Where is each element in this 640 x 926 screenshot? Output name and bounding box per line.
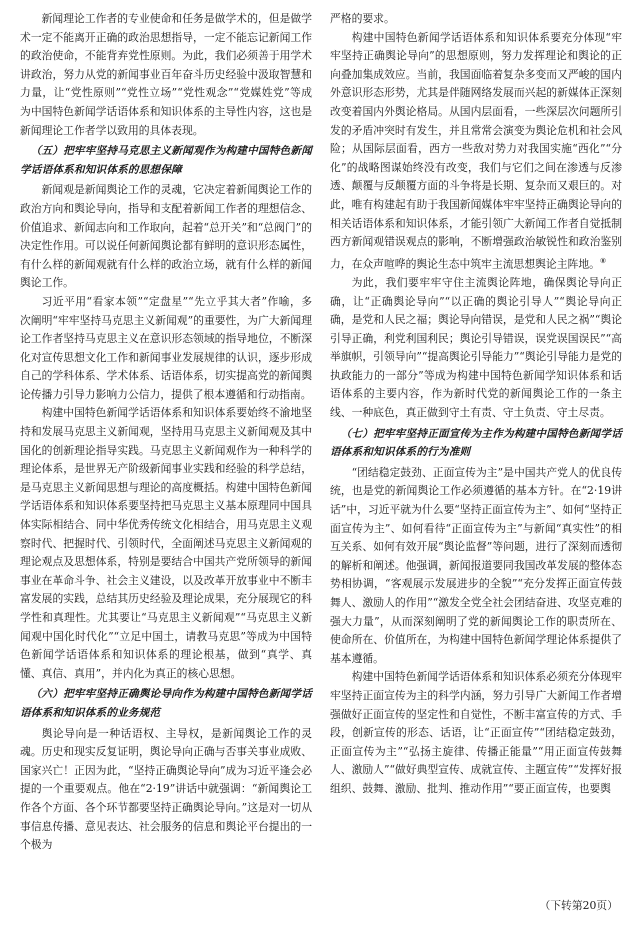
continued-on-page-note: （下转第20页） [539,899,618,912]
paragraph-text: 构建中国特色新闻学话语体系和知识体系要充分体现“牢牢坚持正确舆论导向”的思想原则，努力发挥理论和舆论的正向叠加集成效应。当前，我国面临着复杂多变而又严峻的国内外意识形态形势，尤其是伴随网络发展而兴起的新媒体正深刻改变着国内外舆论格局。从国内层面看，一些深层次问题所引发的矛盾冲突时有发生，并且常常会演变为舆论危机和社会风险；从国际层面看，西方一些敌对势力对我国实施“西化”“分化”的战略图谋始终没有改变，我们与它们之间在渗透与反渗透、颠覆与反颠覆方面的斗争将是长期、复杂而又艰巨的。对此，唯有构建起有助于我国新闻媒体牢牢坚持正确舆论导向的相关话语体系和知识体系，才能引领广大新闻工作者自觉抵制西方新闻观错误观点的影响，不断增强政治敏锐性和政治鉴别力，在众声喧哗的舆论生态中筑牢主流思想舆论主阵地。 [330,30,622,271]
left-column [20,10,312,855]
paragraph: 构建中国特色新闻学话语体系和知识体系要始终不渝地坚持和发展马克思主义新闻观，坚持用马克思主义新闻观及其中国化的创新理论指导实践。马克思主义新闻观作为一种科学的理论体系，是世界无产阶级新闻事业实践和经验的科学总结，是马克思主义新闻思想与理论的高度概括。构建中国特色新闻学话语体系和知识体系要坚持把马克思主义基本原理同中国具体实际相结合、同中华优秀传统文化相结合，用马克思主义观察时代、把握时代、引领时代，全面阐述马克思主义新闻观的理论观点及思想体系，特别是要结合中国共产党所领导的新闻事业在革命斗争、社会主义建设，以及改革开放事业中不断丰富发展的实践，总结其历史经验及理论成果，充分展现它的科学性和真理性。尤其要让“马克思主义新闻观”“马克思主义新闻观中国化时代化”“立足中国土，请教马克思”等成为中国特色新闻学话语体系和知识体系的理论根基，做到“真学、真懂、真信、真用”，并内化为真正的核心思想。 [20,406,312,680]
section-heading-5: （五）把牢牢坚持马克思主义新闻观作为构建中国特色新闻学话语体系和知识体系的思想保障 [20,145,312,176]
paragraph [330,29,622,274]
paragraph-continuation: 严格的要求。 [330,12,395,25]
paragraph: 新闻理论工作者的专业使命和任务是做学术的，但是做学术一定不能离开正确的政治思想指导，一定不能忘记新闻工作的政治使命，不能背弃党性原则。为此，我们必须善于用学术讲政治，努力从党的新闻事业百年奋斗历史经验中汲取智慧和力量，让“党性原则”“党性立场”“党性观念”“党媒姓党”等成为中国特色新闻学话语体系和知识体系的主导性内容，这也是新闻理论工作者学以致用的具体表现。 [20,12,312,137]
footnote-marker: ⑧ [599,256,607,265]
paragraph: 为此，我们要牢牢守住主流舆论阵地，确保舆论导向正确，让“正确舆论导向”“以正确的舆论引导人”“舆论导向正确，是党和人民之福；舆论导向错误，是党和人民之祸”“舆论引导正确，利党利国利民；舆论引导错误，误党误国误民”“高举旗帜，引领导向”“提高舆论引导能力”“舆论引导能力是党的执政能力的一部分”等成为构建中国特色新闻学知识体系和话语体系的主要内容，作为新时代党的新闻舆论工作的一条主线、一种底色，真正做到守土有责、守土负责、守土尽责。 [330,275,622,420]
paragraph: 构建中国特色新闻学话语体系和知识体系必须充分体现牢牢坚持正面宣传为主的科学内涵，努力引导广大新闻工作者增强做好正面宣传的坚定性和自觉性，不断丰富宣传的方式、手段，创新宣传的形态、话语，让“正面宣传”“团结稳定鼓劲，正面宣传为主”“弘扬主旋律、传播正能量”“用正面宣传鼓舞人、激励人”“做好典型宣传、成就宣传、主题宣传”“发挥好报组织、鼓舞、激励、批判、推动作用”“要正面宣传，也要舆 [330,670,622,795]
section-heading-7: （七）把牢牢坚持正面宣传为主作为构建中国特色新闻学话语体系和知识体系的行为准则 [330,427,622,459]
paragraph: 新闻观是新闻舆论工作的灵魂，它决定着新闻舆论工作的政治方向和舆论导向，指导和支配着新闻工作者的理想信念、价值追求、新闻志向和工作取向，起着“总开关”和“总阀门”的决定性作用。可以说任何新闻舆论都有鲜明的意识形态属性，有什么样的新闻观就有什么样的政治立场，就有什么样的新闻舆论工作。 [20,183,312,290]
paragraph: 舆论导向是一种话语权、主导权，是新闻舆论工作的灵魂。历史和现实反复证明，舆论导向正确与否事关事业成败、国家兴亡！正因为此，“坚持正确舆论导向”成为习近平逢会必提的一个重要观点。他在“2·19”讲话中就强调：“新闻舆论工作各个方面、各个环节都要坚持正确舆论导向。”这是对一切从事信息传播、意见表达、社会服务的信息和舆论平台提出的一个极为 [20,726,312,852]
paragraph: “团结稳定鼓劲、正面宣传为主”是中国共产党人的优良传统，也是党的新闻舆论工作必须遵循的基本方针。在“2·19讲话”中，习近平就为什么要“坚持正面宣传为主”、如何“坚持正面宣传为主”、如何看待“正面宣传为主”与新闻“真实性”的相互关系、如何有效开展“舆论监督”等问题，进行了深刻而透彻的解析和阐述。他强调，新闻报道要同我国改革发展的整体态势相协调，“客观展示发展进步的全貌”“充分发挥正面宣传鼓舞人、激励人的作用”“激发全党全社会团结奋进、攻坚克难的强大力量”，从而深刻阐明了党的新闻舆论工作的职责所在、使命所在、价值所在，为构建中国特色新闻学理论体系提供了基本遵循。 [330,465,622,665]
section-heading-6: （六）把牢牢坚持正确舆论导向作为构建中国特色新闻学话语体系和知识体系的业务规范 [20,688,312,719]
paragraph: 习近平用“看家本领”“定盘星”“先立乎其大者”作喻，多次阐明“牢牢坚持马克思主义新闻观”的重要性，为广大新闻理论工作者坚持马克思主义在意识形态领域的指导地位，不断深化对宣传思想文化工作和新闻事业发展规律的认识，逐步形成自己的学科体系、学术体系、话语体系，切实提高党的新闻舆论传播力引导力影响力公信力，提供了根本遵循和行动指南。 [20,294,312,401]
right-column [330,10,622,799]
